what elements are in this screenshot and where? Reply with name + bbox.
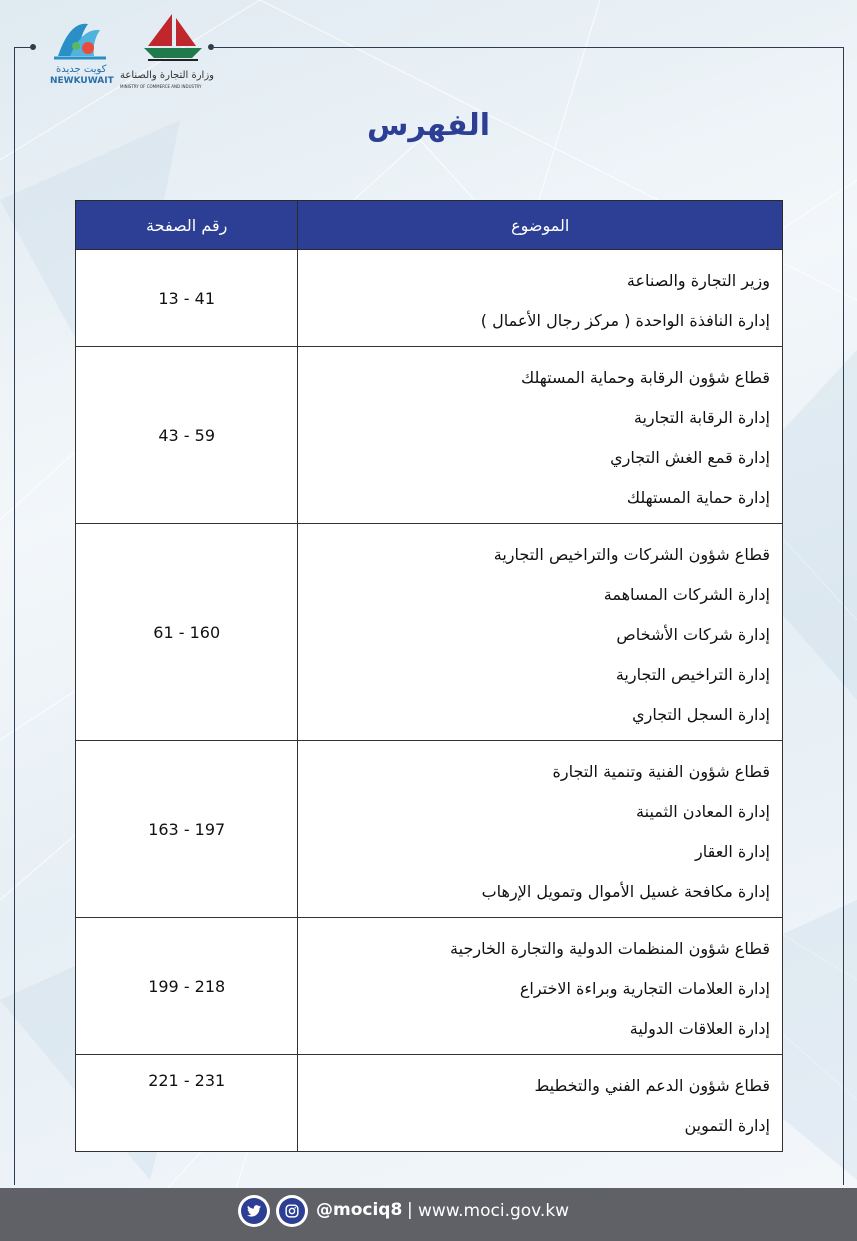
topics-cell — [298, 250, 783, 347]
topic-item: إدارة العلاقات الدولية — [629, 1019, 770, 1038]
newkuwait-logo-en: NEWKUWAIT — [50, 76, 114, 86]
table-header-row — [76, 201, 783, 250]
topic-item: إدارة حماية المستهلك — [626, 488, 770, 507]
topic-item: إدارة مكافحة غسيل الأموال وتمويل الإرهاب — [481, 882, 770, 901]
social-handle[interactable]: @mociq8 — [316, 1200, 403, 1220]
topic-item: إدارة العقار — [695, 842, 770, 861]
topic-item: إدارة الرقابة التجارية — [633, 408, 770, 427]
topic-item: إدارة المعادن الثمينة — [636, 802, 770, 821]
topic-item: إدارة الشركات المساهمة — [603, 585, 770, 604]
topic-item: إدارة العلامات التجارية وبراءة الاختراع — [519, 979, 770, 998]
page-title: الفهرس — [366, 108, 490, 143]
topic-item: إدارة النافذة الواحدة ( مركز رجال الأعمال ) — [480, 311, 770, 330]
instagram-icon — [279, 1198, 305, 1224]
table-row — [76, 741, 783, 918]
instagram-link[interactable] — [276, 1195, 308, 1227]
topic-item: قطاع شؤون الرقابة وحماية المستهلك — [521, 368, 770, 387]
topic-item: قطاع شؤون المنظمات الدولية والتجارة الخارجية — [450, 939, 770, 958]
pages-cell: 199 - 218 — [76, 918, 298, 1055]
topics-cell — [298, 741, 783, 918]
table-row — [76, 918, 783, 1055]
newkuwait-logo-ar: كويت جديدة — [56, 64, 107, 75]
footer-separator: | — [407, 1200, 413, 1220]
topic-item: وزير التجارة والصناعة — [626, 271, 770, 290]
topic-column-header: الموضوع — [298, 201, 783, 250]
moci-logo-ar: وزارة التجارة والصناعة — [120, 70, 214, 81]
pages-cell: 163 - 197 — [76, 741, 298, 918]
topic-item: إدارة التراخيص التجارية — [615, 665, 770, 684]
logos — [46, 12, 216, 92]
pages-cell: 61 - 160 — [76, 524, 298, 741]
website-link[interactable]: www.moci.gov.kw — [418, 1201, 570, 1221]
topic-item: قطاع شؤون الشركات والتراخيص التجارية — [493, 545, 770, 564]
pages-cell: 43 - 59 — [76, 347, 298, 524]
pages-cell: 13 - 41 — [76, 250, 298, 347]
topic-item: إدارة التموين — [684, 1116, 770, 1135]
table-row — [76, 250, 783, 347]
frame-top-line-right — [214, 47, 844, 48]
frame-dot-left — [30, 44, 36, 50]
moci-logo-en: MINISTRY OF COMMERCE AND INDUSTRY — [120, 84, 202, 89]
frame-top-line-left — [14, 47, 30, 48]
page-column-header: رقم الصفحة — [76, 201, 298, 250]
twitter-icon — [241, 1198, 267, 1224]
topic-item: قطاع شؤون الدعم الفني والتخطيط — [534, 1076, 770, 1095]
index-table — [75, 200, 783, 1152]
topics-cell — [298, 347, 783, 524]
twitter-link[interactable] — [238, 1195, 270, 1227]
topics-cell — [298, 1055, 783, 1152]
frame-left-line — [14, 47, 15, 1185]
topic-item: إدارة السجل التجاري — [632, 705, 770, 724]
table-row — [76, 1055, 783, 1152]
topic-item: قطاع شؤون الفنية وتنمية التجارة — [552, 762, 770, 781]
topics-cell — [298, 918, 783, 1055]
topic-item: إدارة قمع الغش التجاري — [610, 448, 770, 467]
frame-right-line — [843, 47, 844, 1185]
moci-logo-icon — [138, 12, 208, 64]
table-row — [76, 347, 783, 524]
table-row — [76, 524, 783, 741]
pages-cell: 221 - 231 — [76, 1055, 298, 1152]
topics-cell — [298, 524, 783, 741]
topic-item: إدارة شركات الأشخاص — [616, 625, 770, 644]
newkuwait-logo-icon — [50, 16, 110, 66]
